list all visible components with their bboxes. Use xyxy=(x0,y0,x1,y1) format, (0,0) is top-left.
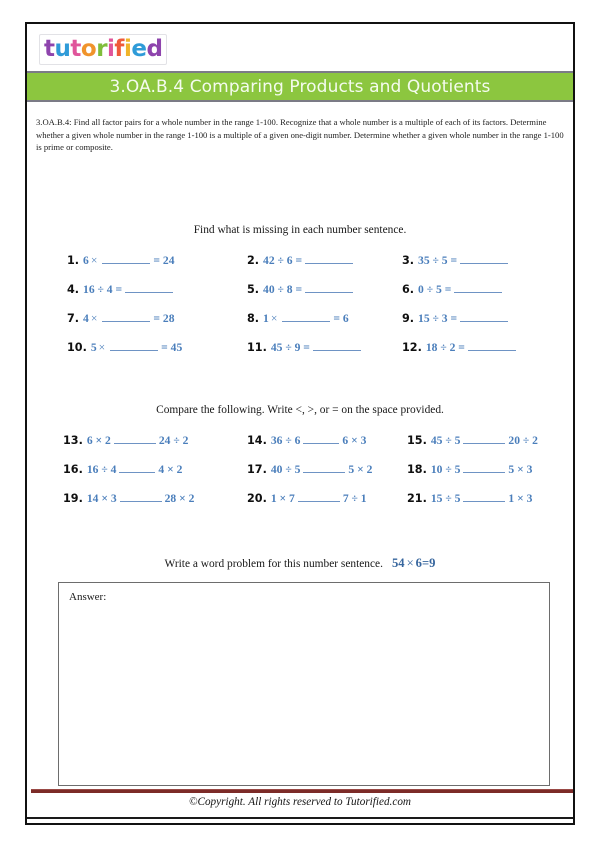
problem-row xyxy=(67,339,545,368)
expression-left: 0 ÷ 5 = xyxy=(418,283,452,296)
expression-left: 15 ÷ 3 = xyxy=(418,312,458,325)
problem-number: 6. xyxy=(402,283,415,296)
section2-problems xyxy=(63,432,553,519)
logo-letter-5: i xyxy=(107,36,115,62)
comparison-left: 40 ÷ 5 xyxy=(270,463,301,476)
problem-number: 3. xyxy=(402,254,415,267)
problem-expression xyxy=(263,252,356,267)
problem-number: 9. xyxy=(402,312,415,325)
comparison-blank[interactable] xyxy=(120,490,162,502)
comparison-right: 5 × 2 xyxy=(348,463,373,476)
comparison-right: 20 ÷ 2 xyxy=(508,434,538,447)
comparison-left: 1 × 7 xyxy=(270,492,295,505)
comparison-row xyxy=(63,461,553,490)
problem-number: 17. xyxy=(247,463,267,476)
comparison-expression xyxy=(87,432,189,447)
answer-label: Answer: xyxy=(69,591,107,603)
section1-problems xyxy=(67,252,545,368)
problem-expression xyxy=(83,281,176,296)
expression-right: = 24 xyxy=(153,254,175,267)
answer-blank[interactable] xyxy=(460,252,508,264)
problem-number: 15. xyxy=(407,434,427,447)
multiplication-sign-icon: × xyxy=(90,312,98,325)
comparison-blank[interactable] xyxy=(114,432,156,444)
problem-item xyxy=(402,281,545,296)
multiplication-sign-icon: × xyxy=(98,341,106,354)
footer-bottom-border xyxy=(27,817,573,819)
multiplication-sign-icon: × xyxy=(270,312,278,325)
comparison-left: 14 × 3 xyxy=(86,492,117,505)
expression-left: 18 ÷ 2 = xyxy=(425,341,465,354)
comparison-blank[interactable] xyxy=(303,461,345,473)
problem-item xyxy=(67,252,247,267)
answer-blank[interactable] xyxy=(102,252,150,264)
problem-expression xyxy=(418,281,505,296)
problem-item xyxy=(402,339,545,354)
problem-row xyxy=(67,252,545,281)
comparison-item xyxy=(247,461,407,476)
expression-right: = 28 xyxy=(153,312,175,325)
expression-right: = 6 xyxy=(333,312,349,325)
problem-expression xyxy=(91,339,182,354)
multiplication-sign-icon: × xyxy=(90,254,98,267)
expression-left: 42 ÷ 6 = xyxy=(263,254,303,267)
comparison-item xyxy=(407,432,547,447)
problem-item xyxy=(247,252,402,267)
comparison-item xyxy=(63,490,247,505)
comparison-expression xyxy=(87,461,183,476)
problem-expression xyxy=(418,310,511,325)
problem-number: 4. xyxy=(67,283,80,296)
problem-item xyxy=(67,339,247,354)
comparison-item xyxy=(247,490,407,505)
problem-item xyxy=(402,252,545,267)
footer-divider xyxy=(31,789,573,793)
problem-expression xyxy=(263,281,356,296)
comparison-left: 10 ÷ 5 xyxy=(430,463,461,476)
word-problem-right: 6=9 xyxy=(415,556,436,570)
footer-copyright: ©Copyright. All rights reserved to Tutorified.com xyxy=(189,796,411,808)
problem-number: 21. xyxy=(407,492,427,505)
problem-number: 11. xyxy=(247,341,267,354)
comparison-right: 7 ÷ 1 xyxy=(342,492,367,505)
logo-letter-2: t xyxy=(70,36,81,62)
logo-letter-3: o xyxy=(80,36,97,62)
word-problem-prompt xyxy=(27,556,573,571)
section1-instruction: Find what is missing in each number sentence. xyxy=(193,224,407,236)
multiplication-sign-icon: × xyxy=(406,556,414,570)
word-problem-left: 54 xyxy=(391,556,405,570)
problem-item xyxy=(67,310,247,325)
problem-expression xyxy=(263,310,349,325)
page-title: 3.OA.B.4 Comparing Products and Quotients xyxy=(109,76,491,97)
problem-number: 13. xyxy=(63,434,83,447)
expression-left: 1 xyxy=(263,312,269,325)
logo-band xyxy=(27,24,573,71)
answer-blank[interactable] xyxy=(454,281,502,293)
comparison-expression xyxy=(431,461,533,476)
answer-blank[interactable] xyxy=(102,310,150,322)
logo-letter-0: t xyxy=(44,36,55,62)
problem-expression xyxy=(271,339,364,354)
problem-number: 5. xyxy=(247,283,260,296)
comparison-blank[interactable] xyxy=(119,461,155,473)
expression-left: 40 ÷ 8 = xyxy=(263,283,303,296)
worksheet-title-bar xyxy=(27,71,573,102)
comparison-expression xyxy=(271,490,367,505)
problem-number: 19. xyxy=(63,492,83,505)
comparison-right: 1 × 3 xyxy=(508,492,533,505)
answer-blank[interactable] xyxy=(125,281,173,293)
comparison-left: 16 ÷ 4 xyxy=(86,463,117,476)
answer-box[interactable] xyxy=(58,582,550,786)
logo-letter-6: f xyxy=(114,36,124,62)
answer-blank[interactable] xyxy=(305,281,353,293)
comparison-right: 5 × 3 xyxy=(508,463,533,476)
expression-left: 45 ÷ 9 = xyxy=(270,341,310,354)
problem-number: 7. xyxy=(67,312,80,325)
comparison-left: 36 ÷ 6 xyxy=(270,434,301,447)
logo-letter-4: r xyxy=(96,36,108,62)
section2-instruction: Compare the following. Write <, >, or = on the space provided. xyxy=(156,404,444,416)
comparison-right: 4 × 2 xyxy=(158,463,183,476)
problem-number: 1. xyxy=(67,254,80,267)
comparison-blank[interactable] xyxy=(298,490,340,502)
problem-number: 14. xyxy=(247,434,267,447)
logo-letter-8: e xyxy=(131,36,147,62)
expression-left: 35 ÷ 5 = xyxy=(418,254,458,267)
problem-number: 20. xyxy=(247,492,267,505)
comparison-expression xyxy=(431,432,538,447)
problem-number: 10. xyxy=(67,341,87,354)
comparison-right: 28 × 2 xyxy=(164,492,195,505)
problem-item xyxy=(402,310,545,325)
tutorified-logo xyxy=(39,34,167,65)
comparison-left: 15 ÷ 5 xyxy=(430,492,461,505)
comparison-blank[interactable] xyxy=(463,461,505,473)
problem-expression xyxy=(83,310,174,325)
problem-item xyxy=(67,281,247,296)
standard-description: 3.OA.B.4: Find all factor pairs for a whole number in the range 1-100. Recognize that a whole number is a multiple of each of its factors. Determine whether a given whole number in the range 1-100 is a multiple of a given one-digit number. Determine whether a given whole number in the range 1-100 is prime or composite. xyxy=(36,117,564,153)
comparison-item xyxy=(407,490,547,505)
problem-expression xyxy=(83,252,174,267)
comparison-item xyxy=(63,461,247,476)
problem-number: 2. xyxy=(247,254,260,267)
comparison-blank[interactable] xyxy=(303,432,339,444)
word-problem-instruction: Write a word problem for this number sentence. xyxy=(164,558,383,570)
comparison-blank[interactable] xyxy=(463,490,505,502)
comparison-item xyxy=(63,432,247,447)
comparison-expression xyxy=(87,490,195,505)
answer-blank[interactable] xyxy=(313,339,361,351)
logo-letter-9: d xyxy=(146,36,163,62)
answer-blank[interactable] xyxy=(110,339,158,351)
comparison-item xyxy=(407,461,547,476)
problem-item xyxy=(247,310,402,325)
worksheet-sheet xyxy=(25,22,575,825)
problem-expression xyxy=(418,252,511,267)
problem-number: 16. xyxy=(63,463,83,476)
logo-letter-1: u xyxy=(54,36,71,62)
expression-left: 4 xyxy=(83,312,89,325)
answer-blank[interactable] xyxy=(460,310,508,322)
expression-left: 5 xyxy=(90,341,97,354)
comparison-left: 45 ÷ 5 xyxy=(430,434,461,447)
problem-number: 18. xyxy=(407,463,427,476)
expression-left: 16 ÷ 4 = xyxy=(83,283,123,296)
comparison-expression xyxy=(271,461,373,476)
problem-expression xyxy=(426,339,519,354)
expression-left: 6 xyxy=(83,254,89,267)
comparison-right: 6 × 3 xyxy=(342,434,367,447)
expression-right: = 45 xyxy=(161,341,183,354)
problem-row xyxy=(67,281,545,310)
logo-letter-7: i xyxy=(123,36,132,62)
answer-blank[interactable] xyxy=(282,310,330,322)
problem-number: 12. xyxy=(402,341,422,354)
comparison-expression xyxy=(271,432,367,447)
problem-item xyxy=(247,281,402,296)
problem-number: 8. xyxy=(247,312,260,325)
problem-row xyxy=(67,310,545,339)
comparison-item xyxy=(247,432,407,447)
comparison-right: 24 ÷ 2 xyxy=(158,434,189,447)
answer-blank[interactable] xyxy=(305,252,353,264)
comparison-expression xyxy=(431,490,533,505)
comparison-row xyxy=(63,432,553,461)
comparison-blank[interactable] xyxy=(463,432,505,444)
comparison-left: 6 × 2 xyxy=(86,434,111,447)
comparison-row xyxy=(63,490,553,519)
word-problem-number-sentence xyxy=(392,556,435,570)
problem-item xyxy=(247,339,402,354)
answer-blank[interactable] xyxy=(468,339,516,351)
